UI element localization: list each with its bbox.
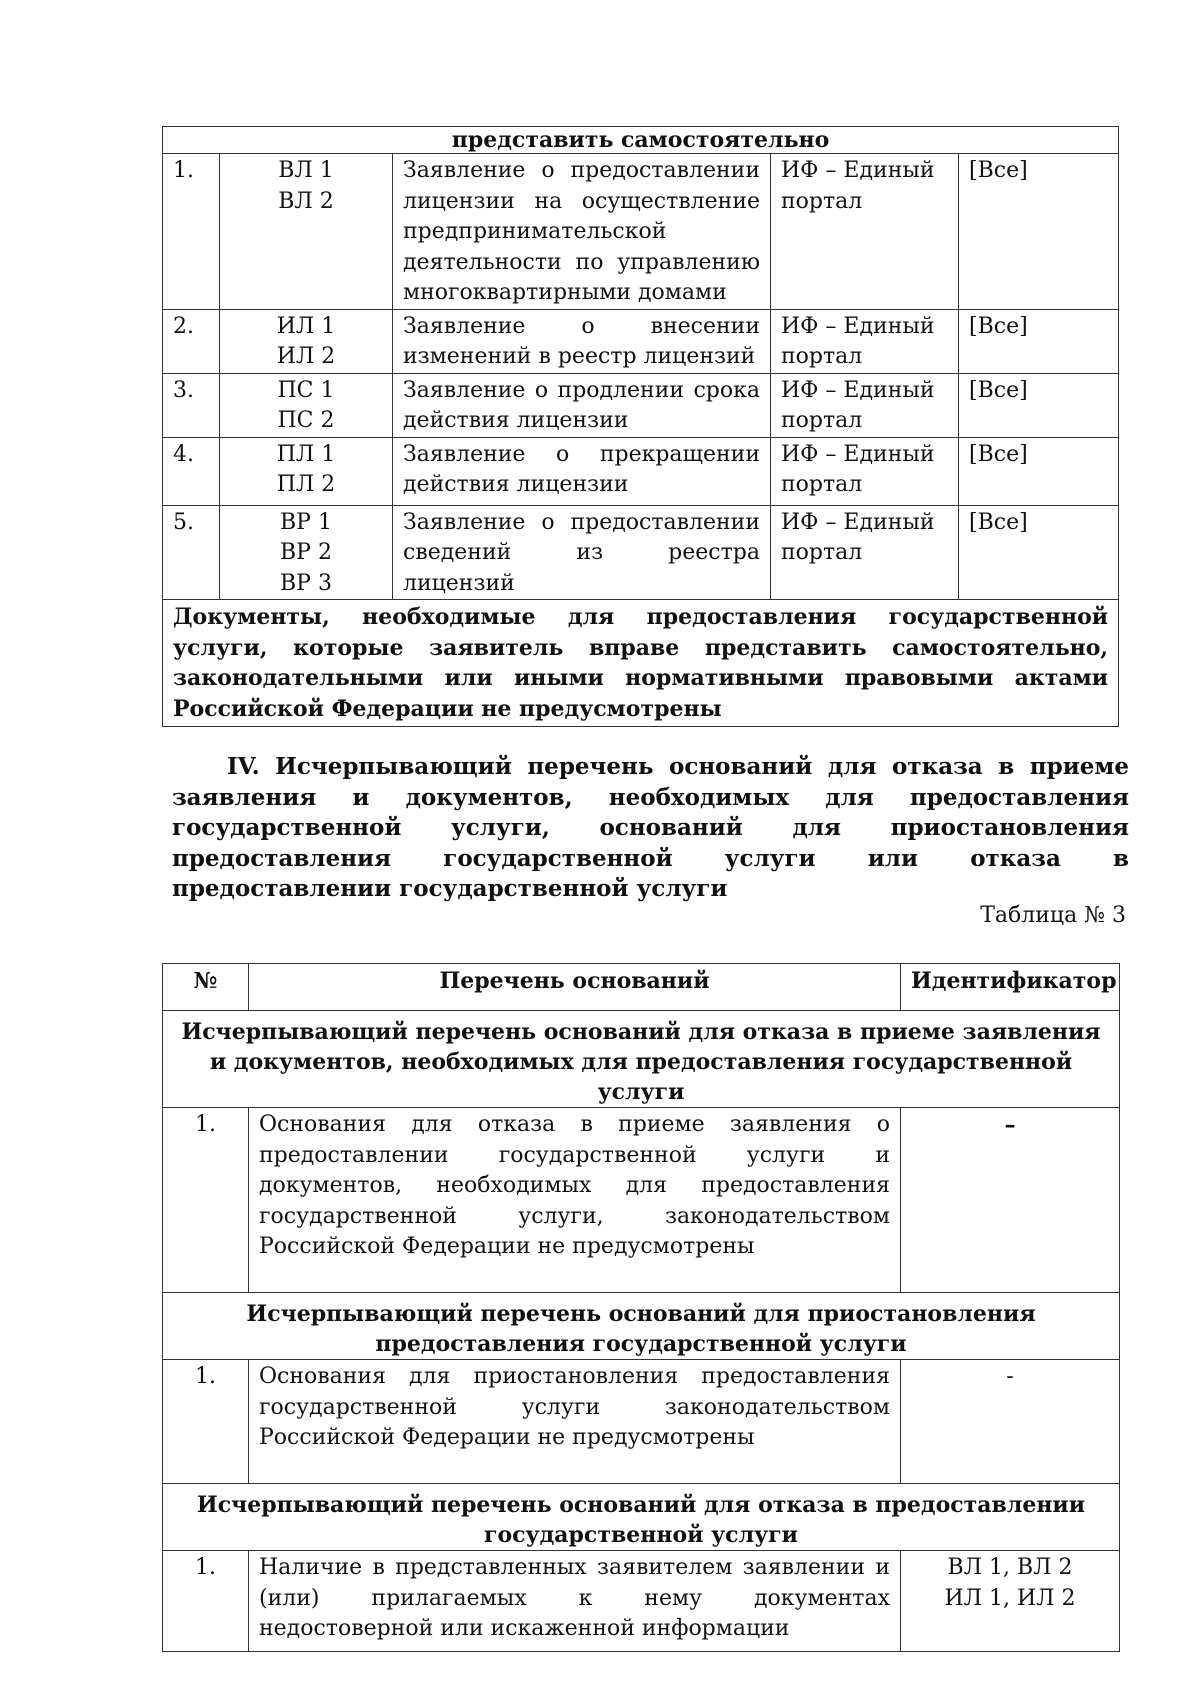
row-number: 1.	[163, 1551, 249, 1652]
grounds-table	[162, 963, 1120, 1652]
header-number: №	[163, 964, 249, 1011]
code-item: ИЛ 1	[276, 313, 336, 339]
code-item: ВР 2	[280, 540, 332, 565]
code-item: ИЛ 2	[276, 344, 336, 369]
row-scope: [Все]	[959, 373, 1119, 437]
table-header-cell: представить самостоятельно	[163, 127, 1119, 154]
row-number: 1.	[163, 154, 220, 310]
channel-line: портал	[781, 408, 863, 433]
channel-line: ИФ – Единый	[781, 377, 935, 403]
group-header-row	[163, 1293, 1120, 1360]
row-channel	[771, 437, 959, 505]
table-row	[163, 1108, 1120, 1293]
table-header-row	[163, 964, 1120, 1011]
channel-line: ИФ – Единый	[781, 509, 935, 535]
group-title: Исчерпывающий перечень оснований для отказа в приеме заявления и документов, необходимых для предоставления государственной услуги	[163, 1011, 1120, 1108]
row-codes	[220, 154, 393, 310]
channel-line: ИФ – Единый	[781, 158, 935, 183]
code-item: ПЛ 1	[276, 441, 336, 467]
code-item: ПС 2	[277, 408, 335, 433]
row-ground-text: Основания для приостановления предоставления государственной услуги законодательством Российской Федерации не предусмотрены	[249, 1360, 901, 1484]
identifier-line: ИЛ 1, ИЛ 2	[944, 1585, 1076, 1611]
channel-line: портал	[781, 188, 863, 214]
row-document-name: Заявление о предоставлении лицензии на осуществление предпринимательской деятельности по управлению многоквартирными домами	[393, 154, 771, 310]
channel-line: ИФ – Единый	[781, 313, 935, 339]
table-footer-note: Документы, необходимые для предоставления государственной услуги, которые заявитель вправе представить самостоятельно, законодательными или иными нормативными правовыми актами Российской Федерации не предусмотрены	[163, 600, 1119, 727]
code-item: ВР 1	[280, 509, 332, 535]
row-scope: [Все]	[959, 154, 1119, 310]
row-scope: [Все]	[959, 505, 1119, 600]
row-identifier: -	[901, 1360, 1120, 1484]
row-number: 1.	[163, 1360, 249, 1484]
table-caption: Таблица № 3	[980, 903, 1126, 928]
code-item: ПЛ 2	[276, 472, 336, 497]
row-number: 5.	[163, 505, 220, 600]
table-row	[163, 1360, 1120, 1484]
channel-line: портал	[781, 472, 863, 497]
table-footer-row	[163, 600, 1119, 727]
row-codes	[220, 505, 393, 600]
header-identifier: Идентификатор	[901, 964, 1120, 1011]
row-channel	[771, 154, 959, 310]
row-ground-text: Основания для отказа в приеме заявления о предоставлении государственной услуги и документов, необходимых для предоставления государственной услуги, законодательством Российской Федерации не предусмотрены	[249, 1108, 901, 1293]
table-header-row	[163, 127, 1119, 154]
code-item: ВР 3	[280, 570, 332, 596]
group-title: Исчерпывающий перечень оснований для отказа в предоставлении государственной услуги	[163, 1484, 1120, 1551]
table-row	[163, 1551, 1120, 1652]
section-title: IV. Исчерпывающий перечень оснований для отказа в приеме заявления и документов, необходимых для предоставления государственной услуги, оснований для приостановления предоставления государственной услуги или отказа в предоставлении государственной услуги	[172, 753, 1129, 902]
table-row	[163, 309, 1119, 373]
channel-line: портал	[781, 540, 863, 565]
row-number: 4.	[163, 437, 220, 505]
channel-line: портал	[781, 344, 863, 369]
row-number: 1.	[163, 1108, 249, 1293]
row-number: 3.	[163, 373, 220, 437]
documents-table	[162, 126, 1119, 727]
header-grounds-list: Перечень оснований	[249, 964, 901, 1011]
row-channel	[771, 309, 959, 373]
row-codes	[220, 373, 393, 437]
table-row	[163, 373, 1119, 437]
row-number: 2.	[163, 309, 220, 373]
table-row	[163, 437, 1119, 505]
row-document-name: Заявление о предоставлении сведений из реестра лицензий	[393, 505, 771, 600]
group-header-row	[163, 1011, 1120, 1108]
row-channel	[771, 505, 959, 600]
row-channel	[771, 373, 959, 437]
code-item: ПС 1	[277, 377, 335, 403]
row-scope: [Все]	[959, 309, 1119, 373]
row-document-name: Заявление о прекращении действия лицензии	[393, 437, 771, 505]
row-document-name: Заявление о продлении срока действия лицензии	[393, 373, 771, 437]
identifier-line: ВЛ 1, ВЛ 2	[947, 1555, 1073, 1580]
group-title: Исчерпывающий перечень оснований для приостановления предоставления государственной услуги	[163, 1293, 1120, 1360]
row-scope: [Все]	[959, 437, 1119, 505]
channel-line: ИФ – Единый	[781, 441, 935, 467]
code-item: ВЛ 1	[278, 158, 334, 183]
row-codes	[220, 309, 393, 373]
code-item: ВЛ 2	[278, 188, 334, 214]
row-ground-text: Наличие в представленных заявителем заявлении и (или) прилагаемых к нему документах недостоверной или искаженной информации	[249, 1551, 901, 1652]
table-row	[163, 505, 1119, 600]
table-row	[163, 154, 1119, 310]
group-header-row	[163, 1484, 1120, 1551]
row-identifier	[901, 1551, 1120, 1652]
row-identifier: –	[901, 1108, 1120, 1293]
row-document-name: Заявление о внесении изменений в реестр лицензий	[393, 309, 771, 373]
row-codes	[220, 437, 393, 505]
